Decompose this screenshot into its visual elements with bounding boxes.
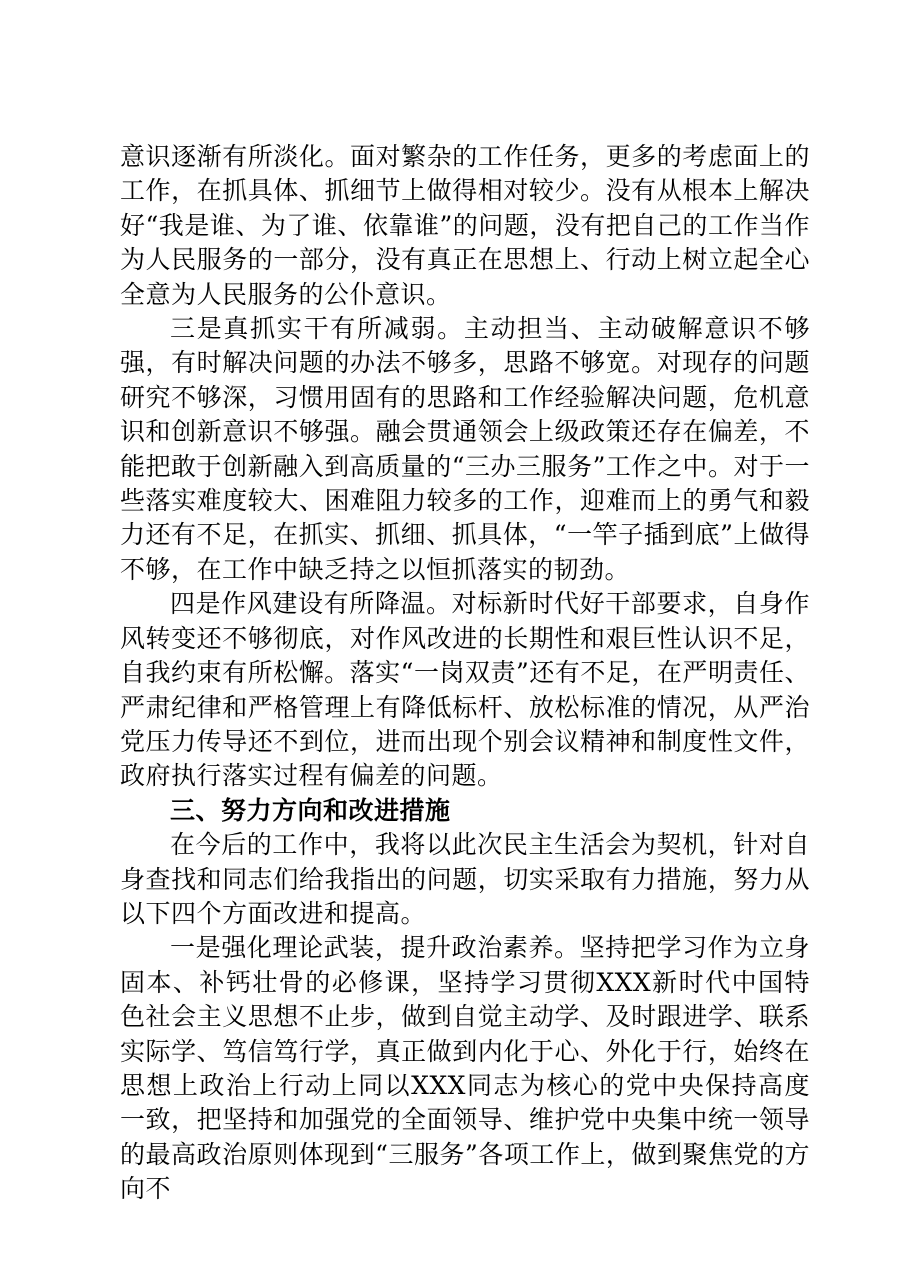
section-heading: 三、努力方向和改进措施 (170, 795, 451, 825)
paragraph-intro: 在今后的工作中，我将以此次民主生活会为契机，针对自身查找和同志们给我指出的问题，切实采取有力措施，努力从以下四个方面改进和提高。 (120, 830, 810, 928)
paragraph-point-three: 三是真抓实干有所减弱。主动担当、主动破解意识不够强，有时解决问题的办法不够多，思路不够宽。对现存的问题研究不够深，习惯用固有的思路和工作经验解决问题，危机意识和创新意识不够强。融会贯通领会上级政策还存在偏差，不能把敢于创新融入到高质量的“三办三服务”工作之中。对于一些落实难度较大、困难阻力较多的工作，迎难而上的勇气和毅力还有不足，在抓实、抓细、抓具体，“一竿子插到底”上做得不够，在工作中缺乏持之以恒抓落实的韧劲。 (120, 314, 810, 584)
document-body (120, 140, 810, 1207)
paragraph-point-four: 四是作风建设有所降温。对标新时代好干部要求，自身作风转变还不够彻底，对作风改进的长期性和艰巨性认识不足，自我约束有所松懈。落实“一岗双责”还有不足，在严明责任、严肃纪律和严格管理上有降低标杆、放松标准的情况，从严治党压力传导还不到位，进而出现个别会议精神和制度性文件，政府执行落实过程有偏差的问题。 (120, 589, 810, 791)
paragraph-measure-one: 一是强化理论武装，提升政治素养。坚持把学习作为立身固本、补钙壮骨的必修课，坚持学习贯彻XXX新时代中国特色社会主义思想不止步，做到自觉主动学、及时跟进学、联系实际学、笃信笃行学，真正做到内化于心、外化于行，始终在思想上政治上行动上同以XXX同志为核心的党中央保持高度一致，把坚持和加强党的全面领导、维护党中央集中统一领导的最高政治原则体现到“三服务”各项工作上，做到聚焦党的方向不 (120, 933, 810, 1204)
paragraph-continuation: 意识逐渐有所淡化。面对繁杂的工作任务，更多的考虑面上的工作，在抓具体、抓细节上做得相对较少。没有从根本上解决好“我是谁、为了谁、依靠谁”的问题，没有把自己的工作当作为人民服务的一部分，没有真正在思想上、行动上树立起全心全意为人民服务的公仆意识。 (120, 142, 810, 309)
